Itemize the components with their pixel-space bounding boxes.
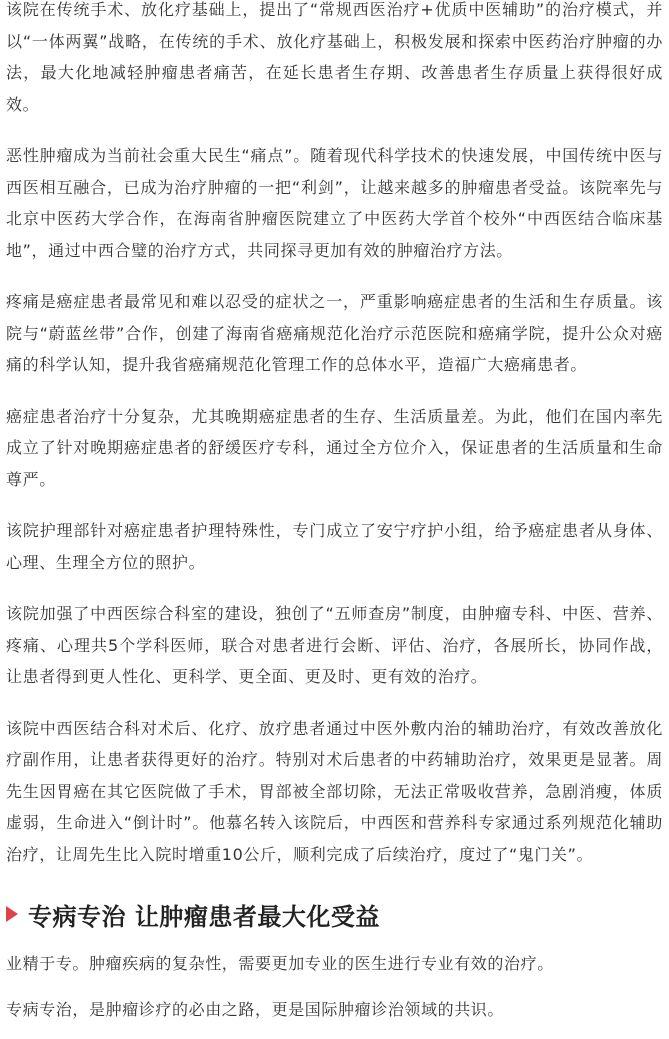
paragraph-hospice-nursing: 该院护理部针对癌症患者护理特殊性，专门成立了安宁疗护小组，给予癌症患者从身体、心理、生理全方位的照护。 [6, 521, 663, 572]
paragraph-pain-management: 疼痛是癌症患者最常见和难以忍受的症状之一，严重影响癌症患者的生活和生存质量。该院与“蔚蓝丝带”合作，创建了海南省癌痛规范化治疗示范医院和癌痛学院，提升公众对癌痛的科学认知，提升我省癌痛规范化管理工作的总体水平，造福广大癌痛患者。 [6, 292, 663, 374]
article-body [6, 0, 663, 1039]
paragraph-palliative-care: 癌症患者治疗十分复杂，尤其晚期癌症患者的生存、生活质量差。为此，他们在国内率先成立了针对晚期癌症患者的舒缓医疗专科，通过全方位介入，保证患者的生活质量和生命尊严。 [6, 406, 663, 489]
triangle-marker-icon [6, 906, 18, 922]
paragraph-integrated-medicine: 恶性肿瘤成为当前社会重大民生“痛点”。随着现代科学技术的快速发展，中国传统中医与西医相互融合，已成为治疗肿瘤的一把“利剑”，让越来越多的肿瘤患者受益。该院率先与北京中医药大学合作，在海南省肿瘤医院建立了中医药大学首个校外“中西医结合临床基地”，通过中西合璧的治疗方式，共同探寻更加有效的肿瘤治疗方法。 [6, 146, 663, 260]
paragraph-consensus: 专病专治，是肿瘤诊疗的必由之路，更是国际肿瘤诊治领域的共识。 [6, 999, 505, 1019]
paragraph-five-doctor-rounds: 该院加强了中西医综合科室的建设，独创了“五师查房”制度，由肿瘤专科、中医、营养、疼痛、心理共5个学科医师，联合对患者进行会断、评估、治疗，各展所长，协同作战，让患者得到更人性化、更科学、更全面、更及时、更有效的治疗。 [6, 604, 663, 686]
section-heading [6, 894, 663, 934]
paragraph-patient-case: 该院中西医结合科对术后、化疗、放疗患者通过中医外敷内治的辅助治疗，有效改善放化疗副作用，让患者获得更好的治疗。特别对术后患者的中药辅助治疗，效果更是显著。周先生因胃癌在其它医院做了手术，胃部被全部切除，无法正常吸收营养，急剧消瘦，体质虚弱，生命进入“倒计时”。他慕名转入该院后，中西医和营养科专家通过系列规范化辅助治疗，让周先生比入院时增重10公斤，顺利完成了后续治疗，度过了“鬼门关”。 [6, 718, 663, 864]
paragraph-treatment-model: 该院在传统手术、放化疗基础上，提出了“常规西医治疗+优质中医辅助”的治疗模式，并以“一体两翼”战略，在传统的手术、放化疗基础上，积极发展和探索中医药治疗肿瘤的办法，最大化地减轻肿瘤患者痛苦，在延长患者生存期、改善患者生存质量上获得很好成效。 [6, 0, 663, 114]
paragraph-specialization: 业精于专。肿瘤疾病的复杂性，需要更加专业的医生进行专业有效的治疗。 [6, 954, 554, 973]
section-heading-text: 专病专治 让肿瘤患者最大化受益 [28, 902, 380, 931]
